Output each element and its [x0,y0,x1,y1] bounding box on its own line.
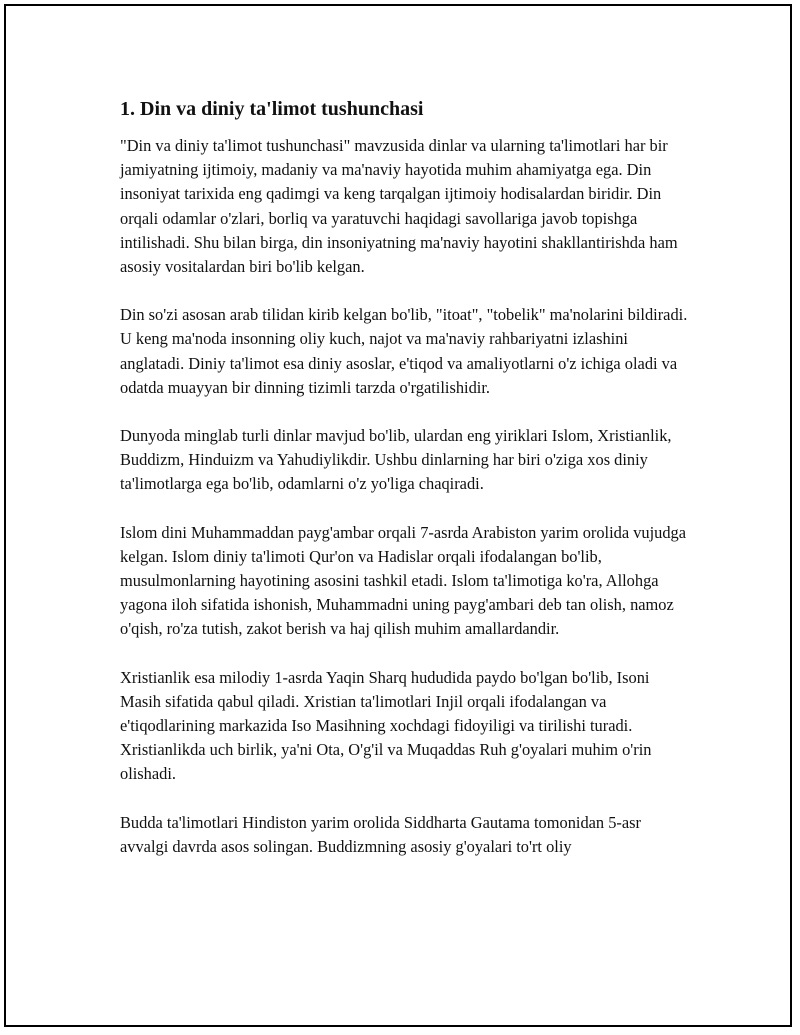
document-page [4,4,792,1027]
document-body [120,96,690,883]
paragraph-buddhism: Budda ta'limotlari Hindiston yarim orolida Siddharta Gautama tomonidan 5-asr avvalgi davrda asos solingan. Buddizmning asosiy g'oyalari to'rt oliy [120,812,641,856]
paragraph-din-meaning: Din so'zi asosan arab tilidan kirib kelgan bo'lib, "itoat", "tobelik" ma'nolarini bildiradi. U keng ma'noda insonning oliy kuch, najot va ma'naviy rahbariyatni izlashini anglatadi. Diniy ta'limot esa diniy asoslar, e'tiqod va amaliyotlarni o'z ichiga oladi va odatda muayyan bir dinning tizimli tarzda o'rgatilishidir. [120,305,688,397]
paragraph-christianity: Xristianlik esa milodiy 1-asrda Yaqin Sharq hududida paydo bo'lgan bo'lib, Isoni Masih sifatida qabul qiladi. Xristian ta'limotlari Injil orqali ifodalangan va e'tiqodlarining markazida Iso Masihning xochdagi fidoyiligi va tirilishi turadi. Xristianlikda uch birlik, ya'ni Ota, O'g'il va Muqaddas Ruh g'oyalari muhim o'rin olishadi. [120,667,652,784]
paragraph-intro: "Din va diniy ta'limot tushunchasi" mavzusida dinlar va ularning ta'limotlari har bir jamiyatning ijtimoiy, madaniy va ma'naviy hayotida muhim ahamiyatga ega. Din insoniyat tarixida eng qadimgi va keng tarqalgan ijtimoiy hodisalardan biridir. Din orqali odamlar o'zlari, borliq va yaratuvchi haqidagi savollariga javob topishga intilishadi. Shu bilan birga, din insoniyatning ma'naviy hayotini shakllantirishda ham asosiy vositalardan biri bo'lib kelgan. [120,136,678,277]
paragraph-world-religions: Dunyoda minglab turli dinlar mavjud bo'lib, ulardan eng yiriklari Islom, Xristianlik, Buddizm, Hinduizm va Yahudiylikdir. Ushbu dinlarning har biri o'ziga xos diniy ta'limotlarga ega bo'lib, odamlarni o'z yo'liga chaqiradi. [120,426,672,494]
section-heading: 1. Din va diniy ta'limot tushunchasi [120,98,424,120]
paragraph-islam: Islom dini Muhammaddan payg'ambar orqali 7-asrda Arabiston yarim orolida vujudga kelgan. Islom diniy ta'limoti Qur'on va Hadislar orqali ifodalangan bo'lib, musulmonlarning hayotining asosini tashkil etadi. Islom ta'limotiga ko'ra, Allohga yagona iloh sifatida ishonish, Muhammadni uning payg'ambari deb tan olish, namoz o'qish, ro'za tutish, zakot berish va haj qilish muhim amallardandir. [120,522,687,639]
